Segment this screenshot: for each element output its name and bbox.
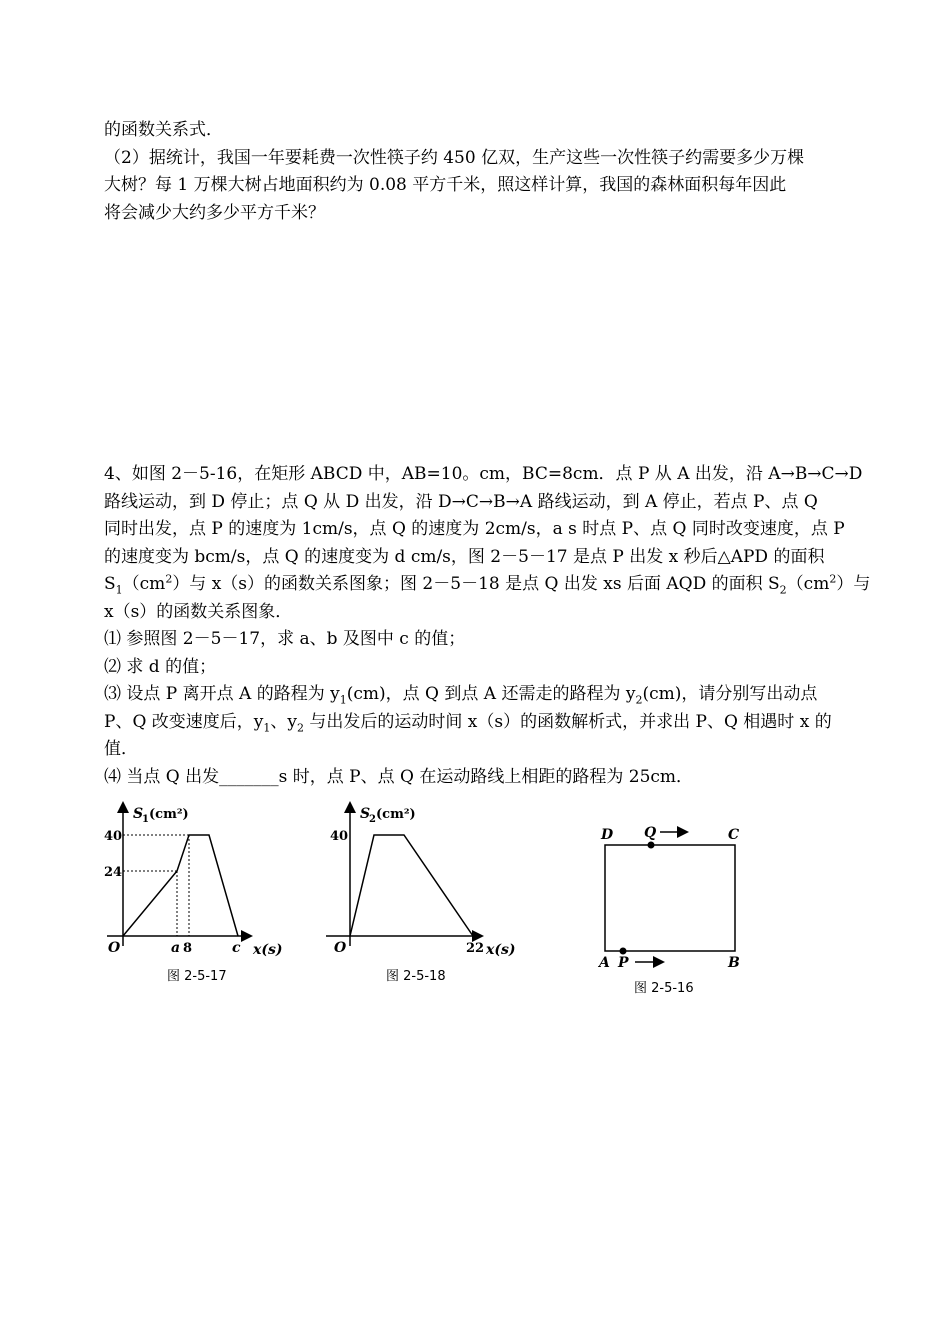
question-3-end: 值． [104, 739, 138, 759]
problem-4-text [104, 461, 871, 791]
y-label-s: S [133, 806, 144, 822]
text-line: 4、如图 2－5-16，在矩形 ABCD 中，AB=10。cm，BC=8cm．点 P 从 A 出发，沿 A→B→C→D [104, 464, 863, 484]
x-tick-8: 8 [183, 941, 193, 956]
text-line: 的速度变为 bcm/s，点 Q 的速度变为 d cm/s，图 2－5－17 是点 P 出发 x 秒后△APD 的面积 [104, 546, 825, 567]
caption: 图 2-5-16 [634, 981, 694, 996]
text-line: x（s）的函数关系图象． [104, 601, 293, 622]
label-c: C [728, 827, 740, 843]
caption: 图 2-5-18 [386, 969, 446, 984]
x-tick-22: 22 [466, 941, 485, 956]
y-label-sub: 1 [142, 814, 149, 825]
s2-graph [350, 835, 473, 936]
y-label-unit: (cm²) [376, 807, 416, 822]
y-label-unit: (cm²) [149, 807, 189, 822]
x-tick-c: c [232, 940, 241, 956]
text-line: 同时出发，点 P 的速度为 1cm/s，点 Q 的速度为 2cm/s，a s 时点 P、点 Q 同时改变速度，点 P [104, 519, 845, 539]
text-line: 的函数关系式． [104, 120, 223, 140]
point-q [648, 842, 655, 849]
x-tick-a: a [171, 940, 181, 956]
question-3: ⑶ 设点 P 离开点 A 的路程为 $y_1(cm)$，点 Q 到点 A 还需走的路程为 $y_2(cm)$，请分别写出动点 [104, 684, 818, 707]
previous-problem-text [104, 117, 850, 227]
text-line: 路线运动，到 D 停止；点 Q 从 D 出发，沿 D→C→B→A 路线运动，到 A 停止，若点 P、点 Q [104, 491, 818, 512]
text-line: 将会减少大约多少平方千米？ [104, 202, 325, 223]
point-p [620, 948, 627, 955]
label-d: D [601, 827, 614, 843]
rectangle-abcd [605, 845, 735, 951]
origin-label: O [334, 940, 347, 956]
label-p: P [618, 955, 629, 971]
figure-2-5-16 [592, 820, 762, 1000]
origin-label: O [108, 940, 121, 956]
caption: 图 2-5-17 [167, 969, 227, 984]
question-3-cont: P、Q 改变速度后，$y_1$、$y_2$ 与出发后的运动时间 x（s）的函数解析式，并求出 P、Q 相遇时 x 的 [104, 711, 832, 734]
label-a: A [599, 955, 610, 971]
s1-graph [123, 835, 238, 936]
question-4: ⑷ 当点 Q 出发_______s 时，点 P、点 Q 在运动路线上相距的路程为 25cm． [104, 766, 694, 787]
y-label-sub: 2 [369, 814, 376, 825]
y-tick-40: 40 [104, 829, 123, 844]
text-line: （2）据统计，我国一年要耗费一次性筷子约 450 亿双，生产这些一次性筷子约需要多少万棵 [104, 147, 805, 168]
figure-2-5-17 [95, 798, 295, 988]
y-label-s: S [360, 806, 371, 822]
y-tick-40: 40 [330, 829, 349, 844]
x-label: x(s) [253, 942, 283, 958]
text-line: $S_1(cm^2)$与 x（s）的函数关系图象；图 2－5－18 是点 Q 出发 xs 后面 AQD 的面积 $S_2(cm^2)$与 [104, 572, 871, 597]
x-label: x(s) [486, 942, 516, 958]
label-b: B [728, 955, 740, 971]
text-line: 大树？每 1 万棵大树占地面积约为 0.08 平方千米，照这样计算，我国的森林面积每年因此 [104, 175, 787, 195]
label-q: Q [644, 825, 657, 841]
figure-2-5-18 [318, 798, 528, 988]
y-tick-24: 24 [104, 865, 123, 880]
question-1: ⑴ 参照图 2－5－17，求 a、b 及图中 c 的值； [104, 629, 466, 649]
question-2: ⑵ 求 d 的值； [104, 656, 217, 677]
